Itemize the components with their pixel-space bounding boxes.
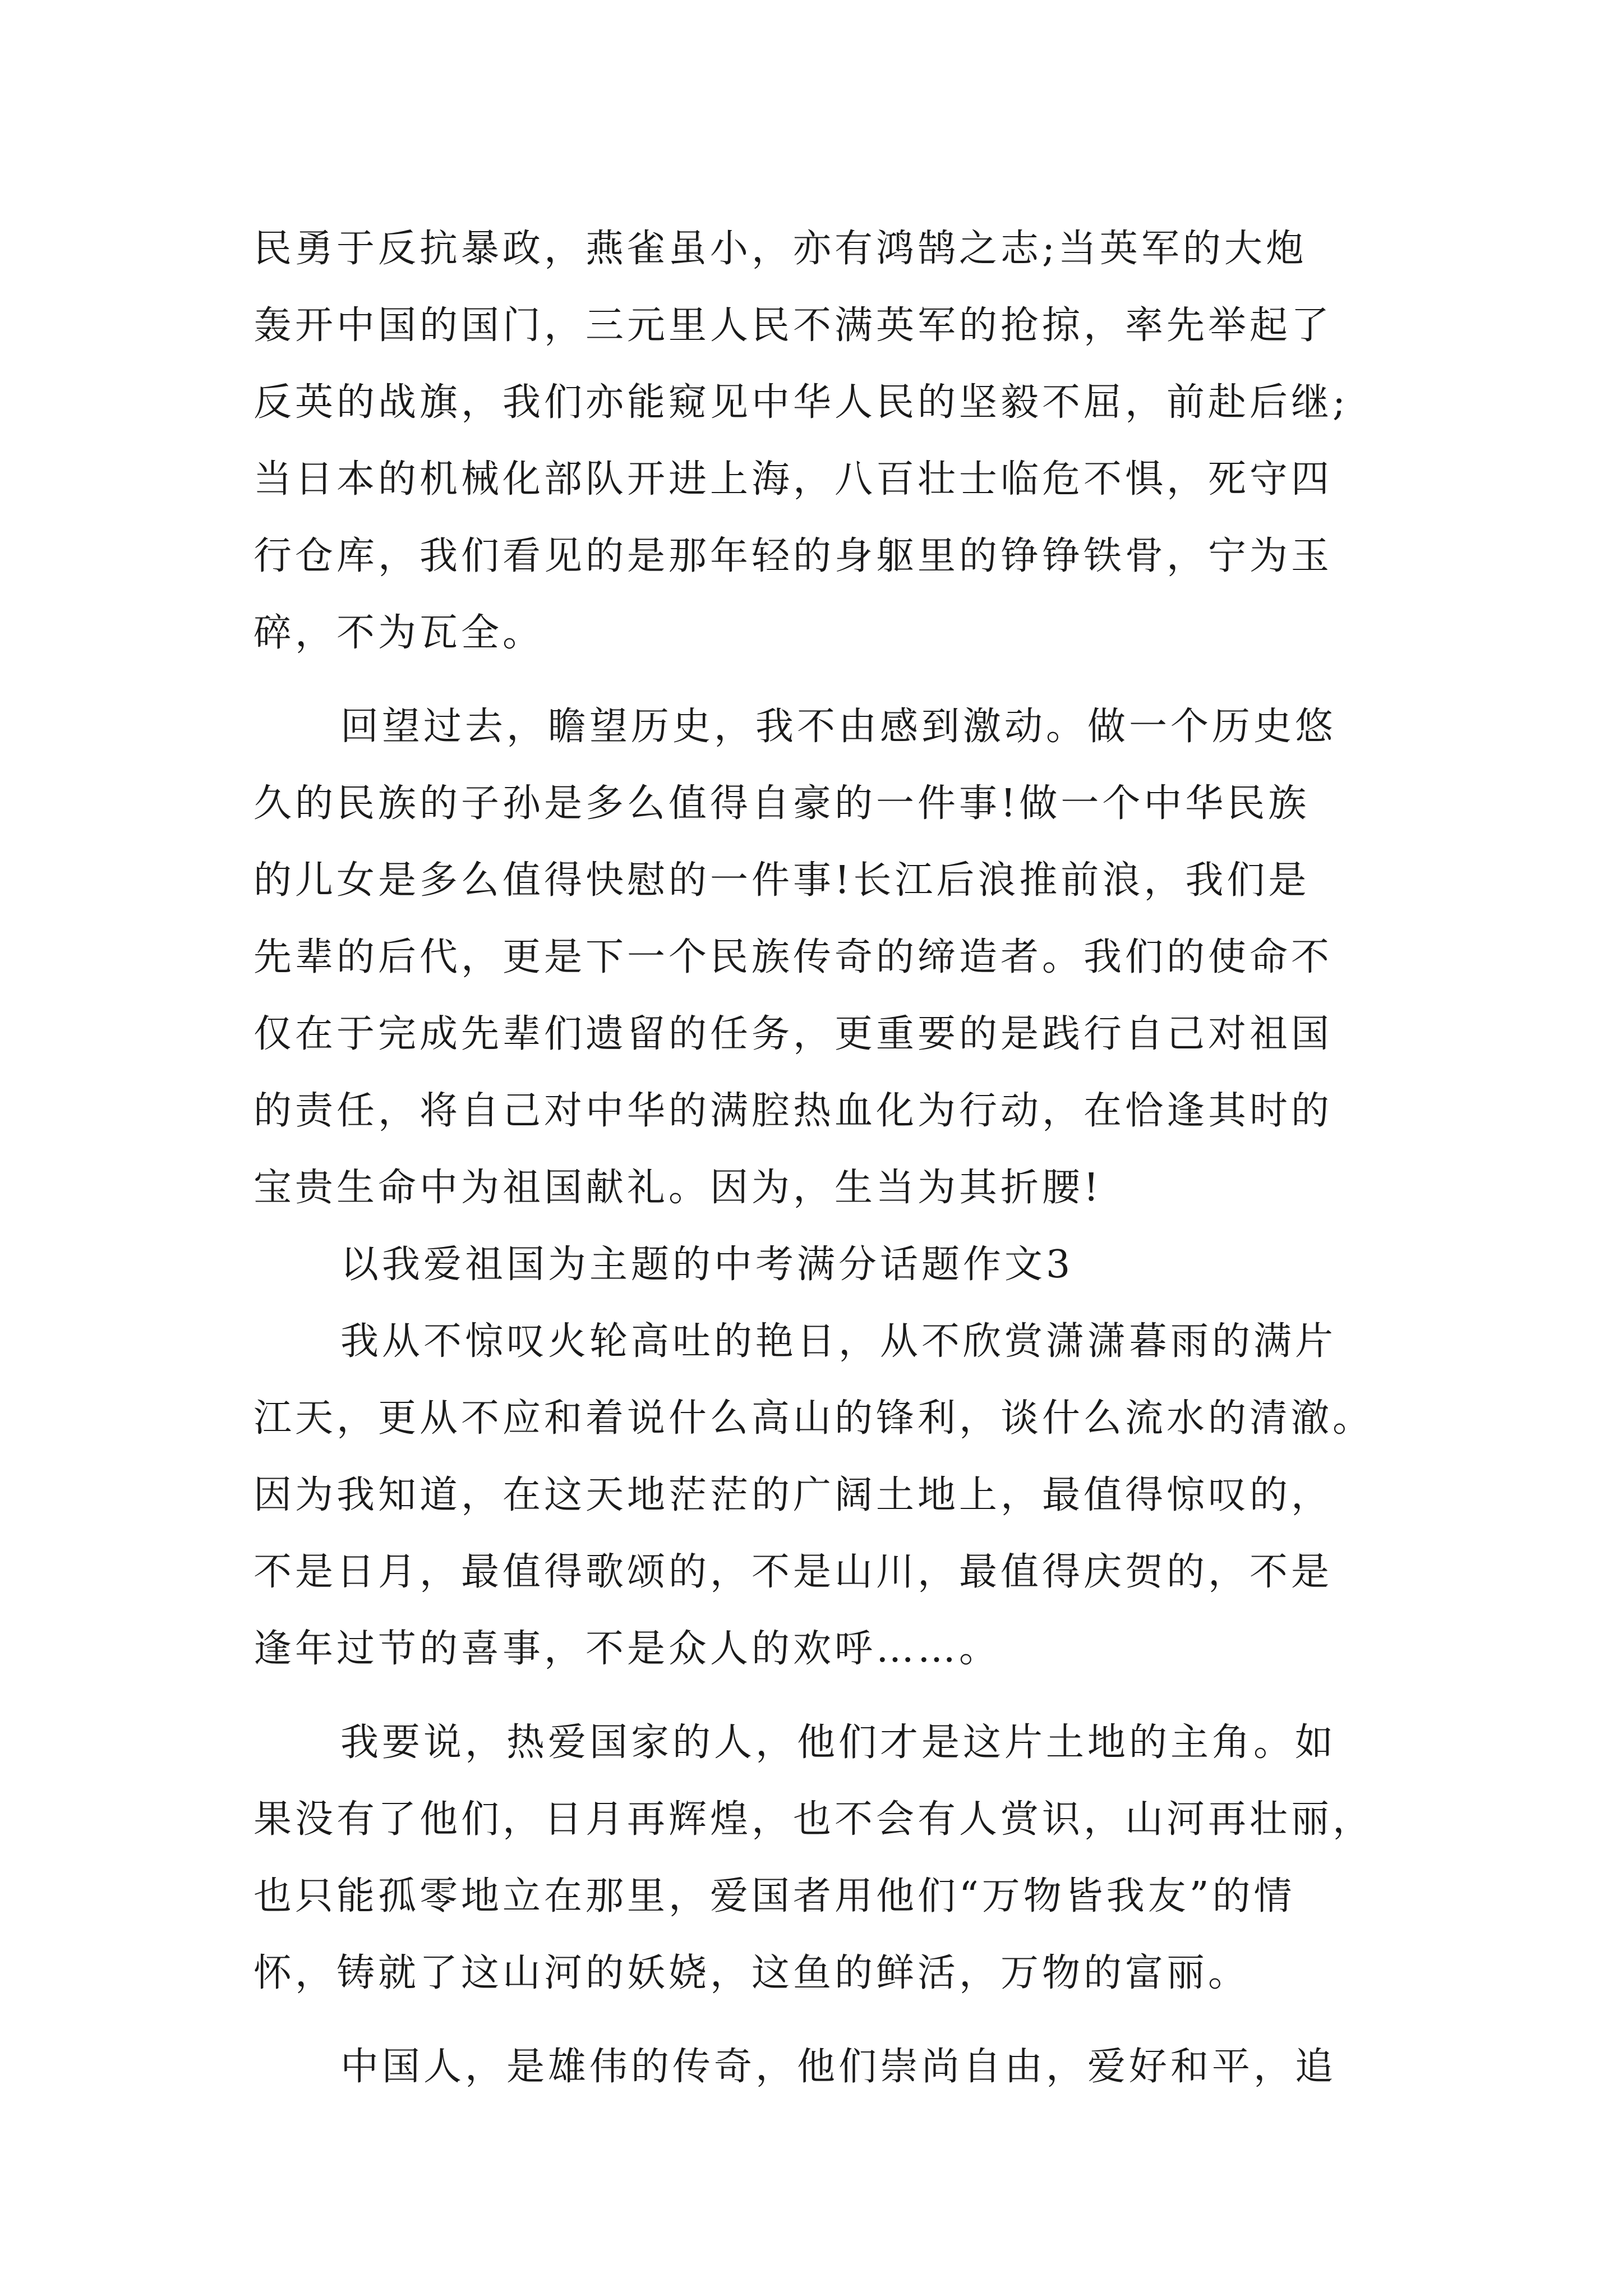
text-line: 江天，更从不应和着说什么高山的锋利，谈什么流水的清澈。 [253,1396,1375,1441]
text-line: 不是日月，最值得歌颂的，不是山川，最值得庆贺的，不是 [253,1550,1333,1594]
text-line: 怀，铸就了这山河的妖娆，这鱼的鲜活，万物的富丽。 [253,1951,1250,1995]
paragraph-3 [253,1303,1398,1687]
paragraph-spacer [253,2012,1398,2028]
text-line: 我从不惊叹火轮高吐的艳日，从不欣赏潇潇暮雨的满片 [340,1319,1337,1364]
paragraph-1 [253,210,1398,671]
text-line: 先辈的后代，更是下一个民族传奇的缔造者。我们的使命不 [253,935,1333,979]
text-line: 逢年过节的喜事，不是众人的欢呼……。 [253,1627,1001,1671]
text-line: 果没有了他们，日月再辉煌，也不会有人赏识，山河再壮丽， [253,1797,1375,1842]
text-line: 久的民族的子孙是多么值得自豪的一件事!做一个中华民族 [253,781,1310,826]
document-body [253,210,1398,2105]
text-line: 因为我知道，在这天地茫茫的广阔土地上，最值得惊叹的， [253,1473,1333,1517]
text-line: 行仓库，我们看见的是那年轻的身躯里的铮铮铁骨，宁为玉 [253,534,1333,578]
text-line: 我要说，热爱国家的人，他们才是这片土地的主角。如 [340,1720,1337,1765]
section-heading: 以我爱祖国为主题的中考满分话题作文3 [340,1243,1074,1287]
paragraph-5 [253,2028,1398,2105]
text-line: 反英的战旗，我们亦能窥见中华人民的坚毅不屈，前赴后继; [253,380,1349,425]
text-line: 的责任，将自己对中华的满腔热血化为行动，在恰逢其时的 [253,1089,1333,1133]
text-line: 当日本的机械化部队开进上海，八百壮士临危不惧，死守四 [253,457,1333,501]
text-line: 也只能孤零地立在那里，爱国者用他们“万物皆我友”的情 [253,1874,1295,1918]
paragraph-2 [253,688,1398,1226]
text-line: 的儿女是多么值得快慰的一件事!长江后浪推前浪，我们是 [253,858,1310,903]
text-line: 回望过去，瞻望历史，我不由感到激动。做一个历史悠 [340,705,1337,749]
paragraph-spacer [253,1687,1398,1704]
text-line: 轰开中国的国门，三元里人民不满英军的抢掠，率先举起了 [253,303,1333,348]
text-line: 仅在于完成先辈们遗留的任务，更重要的是践行自己对祖国 [253,1012,1333,1056]
text-line: 碎，不为瓦全。 [253,611,545,655]
text-line: 中国人，是雄伟的传奇，他们崇尚自由，爱好和平，追 [340,2045,1337,2089]
paragraph-4 [253,1704,1398,2012]
text-line: 民勇于反抗暴政，燕雀虽小，亦有鸿鹄之志;当英军的大炮 [253,227,1307,271]
paragraph-spacer [253,671,1398,688]
text-line: 宝贵生命中为祖国献礼。因为，生当为其折腰! [253,1166,1103,1210]
